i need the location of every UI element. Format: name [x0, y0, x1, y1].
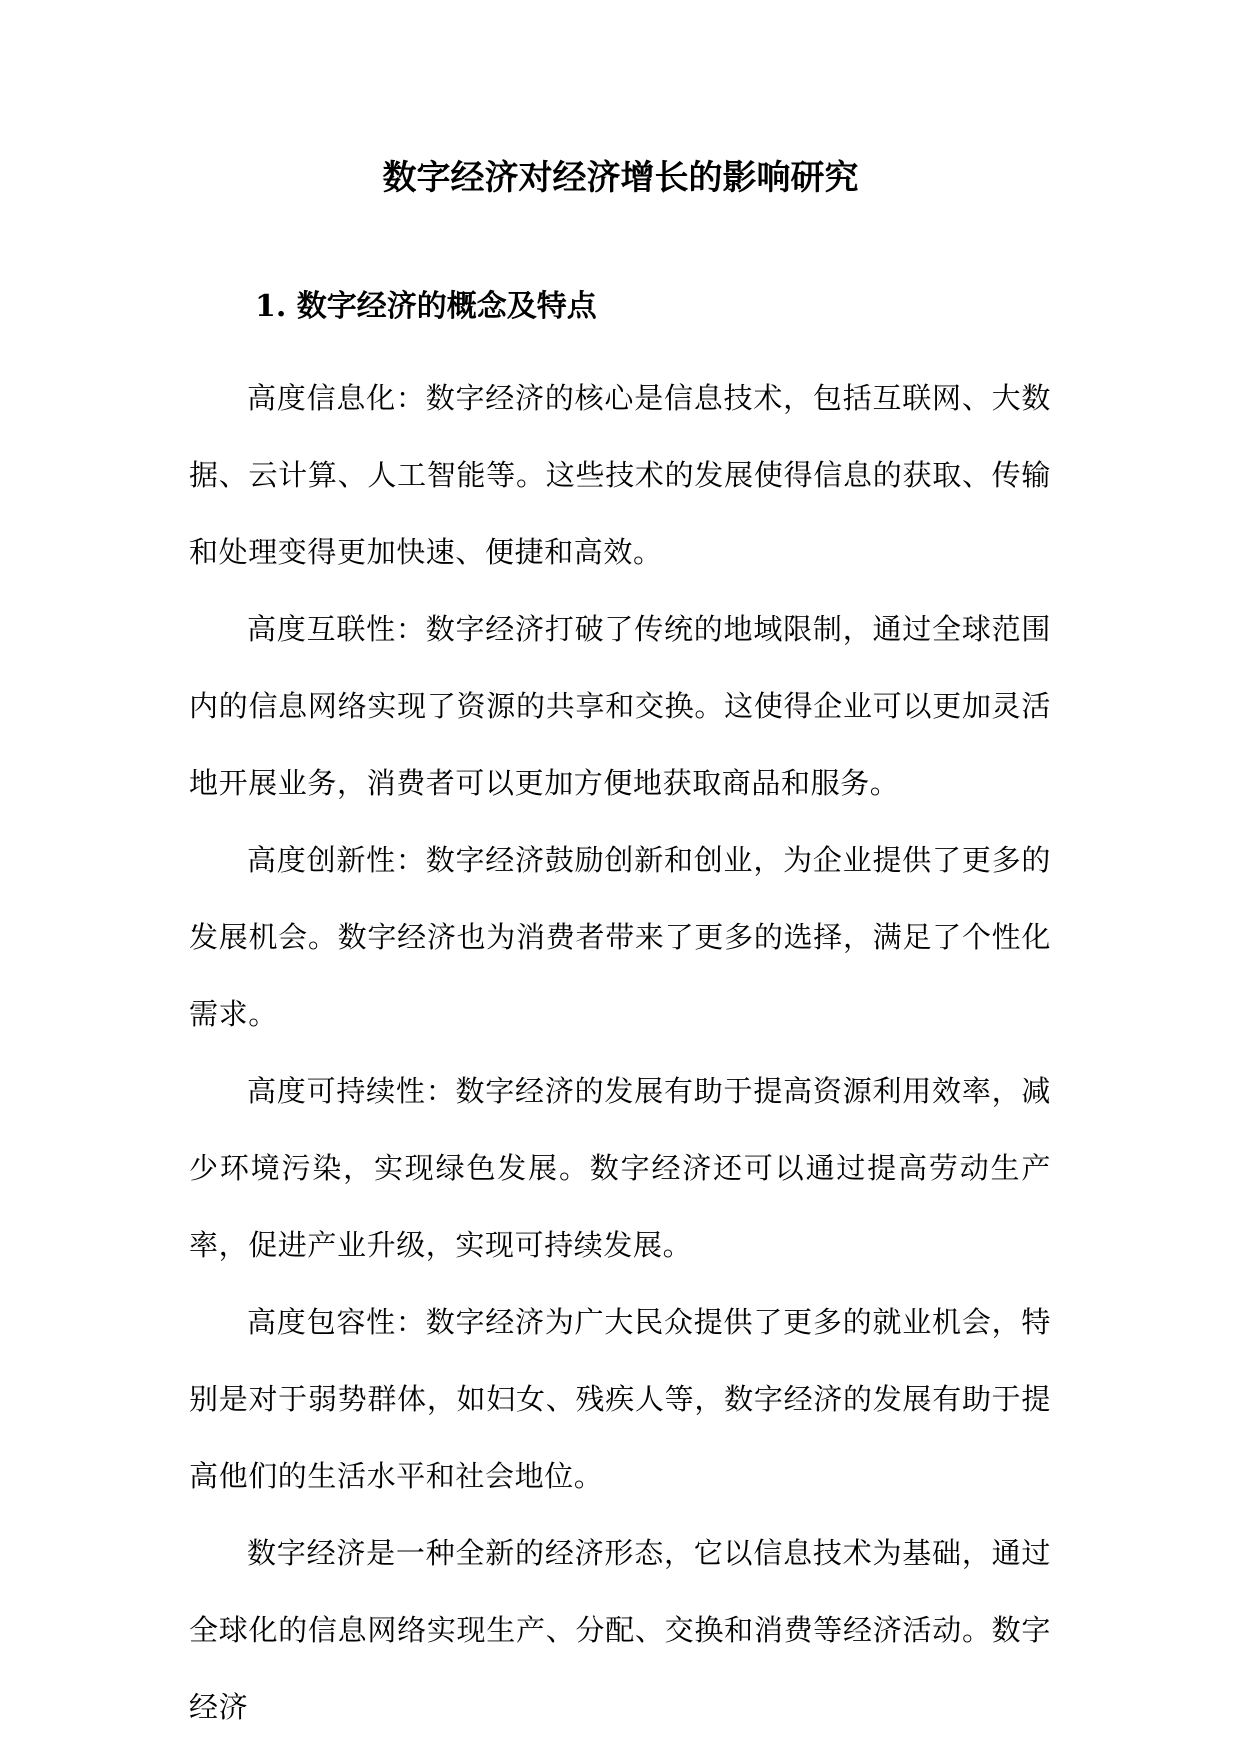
paragraph-high-inclusiveness: 高度包容性：数字经济为广大民众提供了更多的就业机会，特别是对于弱势群体，如妇女、残疾人等，数字经济的发展有助于提高他们的生活水平和社会地位。: [189, 1305, 1051, 1493]
paragraph-high-sustainability: 高度可持续性：数字经济的发展有助于提高资源利用效率，减少环境污染，实现绿色发展。数字经济还可以通过提高劳动生产率，促进产业升级，实现可持续发展。: [189, 1074, 1051, 1262]
body-text: [189, 360, 1051, 1746]
paragraph-high-innovation: 高度创新性：数字经济鼓励创新和创业，为企业提供了更多的发展机会。数字经济也为消费者带来了更多的选择，满足了个性化需求。: [189, 843, 1051, 1031]
document-title: 数字经济对经济增长的影响研究: [382, 158, 859, 198]
section-heading: 1. 数字经济的概念及特点: [255, 289, 597, 324]
paragraph-definition: 数字经济是一种全新的经济形态，它以信息技术为基础，通过全球化的信息网络实现生产、分配、交换和消费等经济活动。数字经济: [189, 1536, 1051, 1724]
paragraph-high-connectivity: 高度互联性：数字经济打破了传统的地域限制，通过全球范围内的信息网络实现了资源的共享和交换。这使得企业可以更加灵活地开展业务，消费者可以更加方便地获取商品和服务。: [189, 612, 1051, 800]
paragraph-high-informatization: 高度信息化：数字经济的核心是信息技术，包括互联网、大数据、云计算、人工智能等。这些技术的发展使得信息的获取、传输和处理变得更加快速、便捷和高效。: [189, 381, 1051, 569]
